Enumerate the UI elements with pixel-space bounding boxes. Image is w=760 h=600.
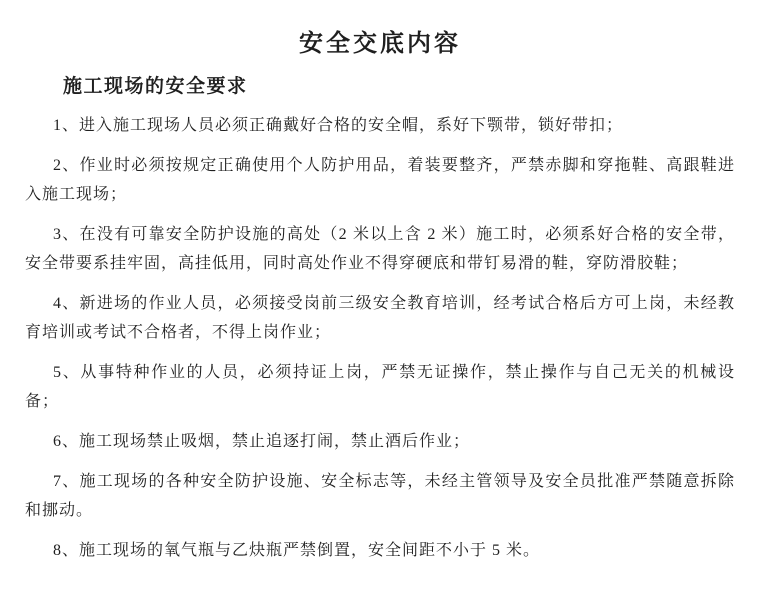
document-title: 安全交底内容 xyxy=(299,31,461,57)
safety-rule-item: 8、施工现场的氧气瓶与乙炔瓶严禁倒置，安全间距不小于 5 米。 xyxy=(53,541,541,559)
section-heading: 施工现场的安全要求 xyxy=(63,75,248,97)
safety-rule-item: 6、施工现场禁止吸烟，禁止追逐打闹，禁止酒后作业； xyxy=(53,432,471,450)
safety-rule-item: 7、施工现场的各种安全防护设施、安全标志等，未经主管领导及安全员批准严禁随意拆除和挪动。 xyxy=(25,472,735,519)
document-page xyxy=(0,30,760,600)
safety-rule-item: 4、新进场的作业人员，必须接受岗前三级安全教育培训，经考试合格后方可上岗，未经教育培训或考试不合格者，不得上岗作业； xyxy=(25,294,735,341)
safety-rule-item: 2、作业时必须按规定正确使用个人防护用品，着装要整齐，严禁赤脚和穿拖鞋、高跟鞋进入施工现场； xyxy=(25,156,735,203)
safety-rule-item: 3、在没有可靠安全防护设施的高处（2 米以上含 2 米）施工时，必须系好合格的安全带，安全带要系挂牢固，高挂低用，同时高处作业不得穿硬底和带钉易滑的鞋，穿防滑胶鞋； xyxy=(25,225,735,272)
safety-rule-item: 5、从事特种作业的人员，必须持证上岗，严禁无证操作，禁止操作与自己无关的机械设备； xyxy=(25,363,735,410)
safety-rules-list xyxy=(25,111,735,565)
safety-rule-item: 1、进入施工现场人员必须正确戴好合格的安全帽，系好下颚带，锁好带扣； xyxy=(53,116,624,134)
